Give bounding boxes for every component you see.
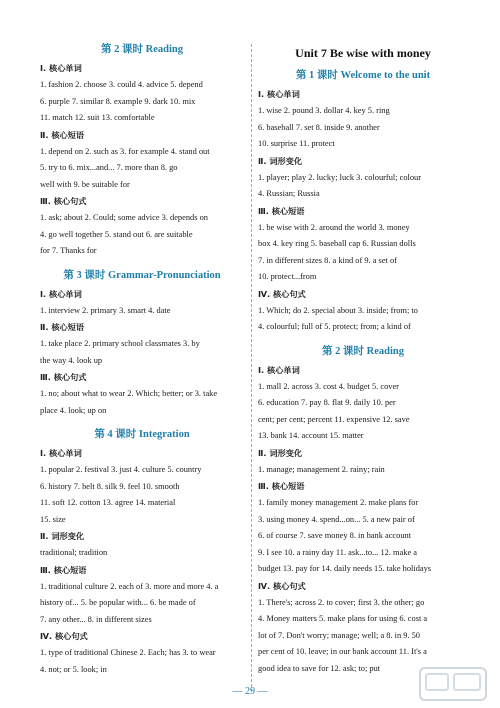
column-divider (251, 44, 252, 692)
answer-line: 1. be wise with 2. around the world 3. money (258, 222, 410, 232)
answer-line: 1. traditional culture 2. each of 3. more and more 4. a (40, 581, 219, 591)
answer-line: 1. family money management 2. make plans for (258, 498, 419, 507)
answer-line: 1. no; about what to wear 2. Which; better; or 3. take (40, 389, 218, 398)
section-heading: Ⅰ. 核心单词 (40, 448, 82, 458)
lesson-title: 第 4 课时 Integration (94, 429, 190, 440)
answer-line: per cent of 10. leave; in our bank account 11. It's a (258, 647, 427, 656)
answer-line: budget 13. pay for 14. daily needs 15. take holidays (258, 564, 432, 573)
answer-line: 1. type of traditional Chinese 2. Each; has 3. to wear (40, 648, 216, 657)
answer-line: for 7. Thanks for (40, 246, 97, 255)
section-heading: Ⅰ. 核心单词 (258, 89, 300, 99)
answer-line: well with 9. be suitable for (40, 179, 130, 189)
answer-line: 1. ask; about 2. Could; some advice 3. depends on (40, 213, 208, 222)
answer-line: history of... 5. be popular with... 6. be made of (40, 598, 196, 607)
section-heading: Ⅰ. 核心单词 (40, 288, 82, 299)
section-heading: Ⅱ. 词形变化 (258, 447, 303, 458)
answer-line: 9. I see 10. a rainy day 11. ask...to... 12. make a (258, 547, 418, 557)
section-heading: Ⅱ. 核心短语 (40, 322, 85, 332)
right-column (258, 40, 468, 677)
answer-line: 1. player; play 2. lucky; luck 3. colourful; colour (258, 172, 422, 182)
answer-line: 4. not; or 5. look; in (40, 664, 107, 674)
answer-line: 11. soft 12. cotton 13. agree 14. material (40, 498, 176, 507)
lesson-title: 第 2 课时 Reading (101, 44, 183, 55)
answer-line: 15. size (40, 514, 66, 524)
answer-line: 1. fashion 2. choose 3. could 4. advice 5. depend (40, 80, 203, 89)
answer-line: 4. colourful; full of 5. protect; from; a kind of (258, 322, 411, 331)
section-heading: Ⅰ. 核心单词 (40, 63, 82, 73)
section-heading: Ⅳ. 核心句式 (258, 288, 306, 299)
answer-line: 4. go well together 5. stand out 6. are suitable (40, 229, 193, 239)
section-heading: Ⅲ. 核心短语 (40, 564, 87, 575)
answer-line: the way 4. look up (40, 355, 103, 365)
section-heading: Ⅱ. 词形变化 (258, 155, 303, 166)
answer-line: place 4. look; up on (40, 405, 107, 415)
answer-line: good idea to save for 12. ask; to; put (258, 663, 381, 673)
unit-title: Unit 7 Be wise with money (295, 46, 431, 60)
answer-line: 1. take place 2. primary school classmates 3. by (40, 339, 200, 348)
answer-line: 6. baseball 7. set 8. inside 9. another (258, 122, 380, 132)
answer-line: traditional; tradition (40, 548, 108, 557)
left-column (40, 40, 244, 678)
answer-line: 6. education 7. pay 8. flat 9. daily 10. per (258, 398, 396, 407)
lesson-title: 第 2 课时 Reading (322, 345, 404, 357)
section-heading: Ⅲ. 核心短语 (258, 205, 305, 216)
answer-line: 1. mall 2. across 3. cost 4. budget 5. cover (258, 381, 399, 391)
section-heading: Ⅲ. 核心句式 (40, 196, 87, 206)
answer-line: 10. surprise 11. protect (258, 139, 335, 148)
answer-line: 1. interview 2. primary 3. smart 4. date (40, 305, 171, 315)
answer-line: 1. Which; do 2. special about 3. inside; from; to (258, 305, 418, 315)
answer-line: 13. bank 14. account 15. matter (258, 431, 364, 440)
section-heading: Ⅰ. 核心单词 (258, 364, 300, 375)
answer-line: 4. Money matters 5. make plans for using 6. cost a (258, 614, 428, 623)
section-heading: Ⅲ. 核心短语 (258, 481, 305, 491)
watermark-stamp-icon (418, 666, 488, 702)
section-heading: Ⅳ. 核心句式 (40, 631, 88, 641)
section-heading: Ⅱ. 核心短语 (40, 129, 85, 140)
lesson-title: 第 3 课时 Grammar-Pronunciation (63, 269, 221, 281)
answer-line: 11. match 12. suit 13. comfortable (40, 113, 155, 122)
lesson-title: 第 1 课时 Welcome to the unit (295, 70, 431, 81)
answer-line: box 4. key ring 5. baseball cap 6. Russian dolls (258, 239, 416, 248)
answer-line: 6. of course 7. save money 8. in bank account (258, 531, 412, 540)
answer-line: 6. purple 7. similar 8. example 9. dark 10. mix (40, 96, 196, 106)
answer-line: 1. depend on 2. such as 3. for example 4. stand out (40, 146, 210, 156)
section-heading: Ⅱ. 词形变化 (40, 531, 85, 541)
answer-line: 3. using money 4. spend...on... 5. a new pair of (258, 514, 415, 524)
answer-line: cent; per cent; percent 11. expensive 12. save (258, 414, 410, 424)
answer-line: lot of 7. Don't worry; manage; well; a 8. in 9. 50 (258, 630, 420, 640)
answer-line: 7. in different sizes 8. a kind of 9. a set of (258, 255, 397, 265)
section-heading: Ⅳ. 核心句式 (258, 580, 306, 591)
answer-line: 4. Russian; Russia (258, 189, 320, 198)
answer-line: 10. protect...from (258, 272, 317, 281)
answer-line: 1. wise 2. pound 3. dollar 4. key 5. ring (258, 106, 390, 115)
answer-line: 1. manage; management 2. rainy; rain (258, 464, 385, 474)
section-heading: Ⅲ. 核心句式 (40, 372, 87, 382)
answer-line: 1. There's; across 2. to cover; first 3. the other; go (258, 597, 425, 607)
answer-line: 7. any other... 8. in different sizes (40, 614, 152, 624)
answer-line: 1. popular 2. festival 3. just 4. culture 5. country (40, 465, 202, 474)
answer-line: 5. try to 6. mix...and... 7. more than 8. go (40, 163, 178, 172)
answer-line: 6. history 7. belt 8. silk 9. feel 10. smooth (40, 481, 180, 491)
page-number: — 29 — (232, 686, 268, 697)
